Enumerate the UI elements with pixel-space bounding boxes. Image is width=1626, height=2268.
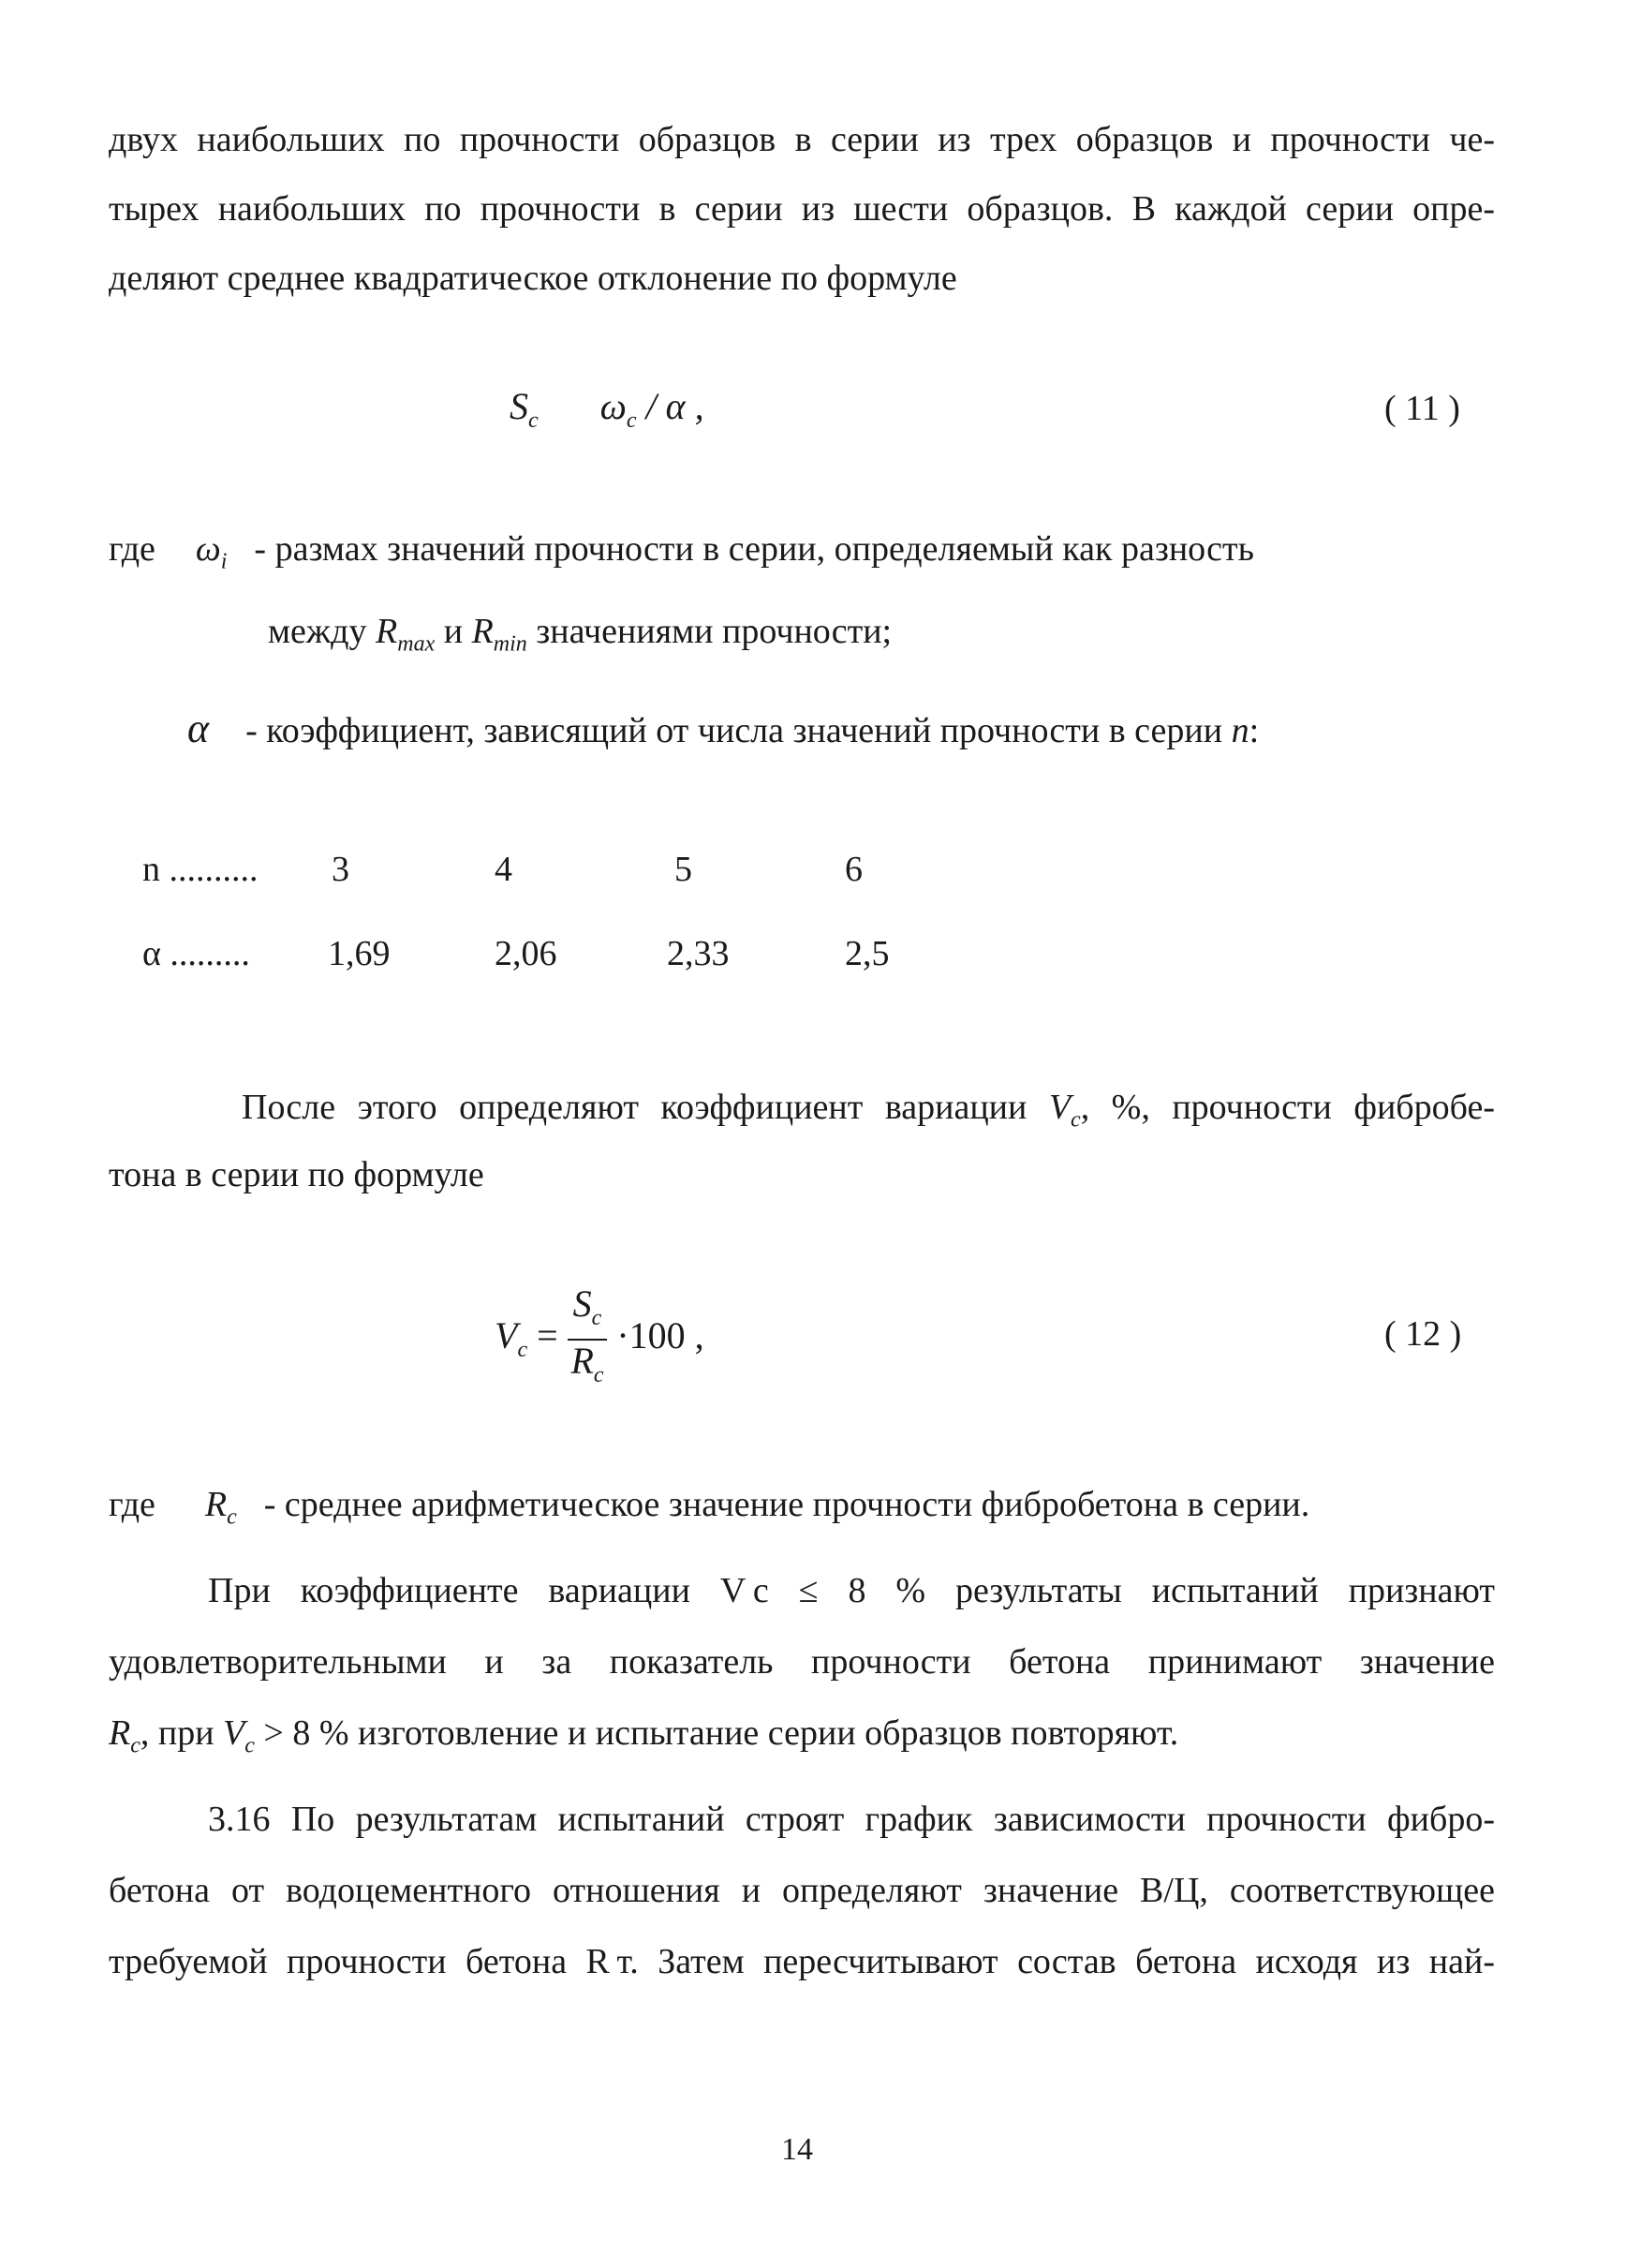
alpha-table-n-label: n .......... [142,850,259,889]
condition-paragraph-line-2: удовлетворительными и за показатель прочности бетона принимают значение [109,1642,1495,1682]
definition-alpha: α - коэффициент, зависящий от числа значений прочности в серии n: [187,705,1260,751]
alpha-table-n-cell: 3 [332,850,349,889]
alpha-table-alpha-cell: 2,33 [667,934,730,973]
definition-rc: где $R_c$ - среднее арифметическое значение прочности фибробетона в серии. [109,1485,1310,1530]
formula-11-number: ( 11 ) [1384,389,1460,428]
page-number: 14 [781,2132,813,2167]
vc-paragraph-line-1: После этого определяют коэффициент вариации $V_c$, %, прочности фибробе- [242,1088,1495,1133]
section-3-16-line-1: 3.16 По результатам испытаний строят график зависимости прочности фибро- [208,1800,1495,1839]
formula-11: $S_c$ $\omega_c$ / α , [510,385,704,433]
intro-line-2: тырех наибольших по прочности в серии из шести образцов. В каждой серии опре- [109,189,1495,229]
alpha-table-n-cell: 4 [495,850,512,889]
condition-paragraph-line-3: $R_c$, при $V_c > 8$ % изготовление и испытание серии образцов повторяют. [109,1713,1179,1758]
intro-line-1: двух наибольших по прочности образцов в серии из трех образцов и прочности че- [109,120,1495,159]
alpha-table-alpha-cell: 2,5 [845,934,890,973]
alpha-table [0,0,1626,1030]
definition-omega-line-2: между $R_{max}$ и $R_{min}$ значениями прочности; [268,612,893,657]
alpha-table-n-cell: 5 [674,850,692,889]
formula-12-fraction: $\frac{S_c}{R_c}$ [568,1283,608,1396]
alpha-table-alpha-label: α ......... [142,934,250,973]
alpha-table-n-cell: 6 [845,850,863,889]
intro-line-3: деляют среднее квадратическое отклонение по формуле [109,259,957,298]
vc-paragraph-line-2: тона в серии по формуле [109,1155,484,1194]
formula-12: $V_c$ = $\frac{S_c}{R_c}$ ·100 , [495,1283,704,1396]
formula-12-number: ( 12 ) [1384,1314,1462,1354]
alpha-table-alpha-cell: 2,06 [495,934,557,973]
section-3-16-line-2: бетона от водоцементного отношения и определяют значение В/Ц, соответствующее [109,1871,1495,1910]
condition-paragraph-line-1: При коэффициенте вариации V c ≤ 8 % результаты испытаний признают [208,1571,1495,1610]
definition-omega: где $\omega_i$ - размах значений прочности в серии, определяемый как разность [109,529,1254,574]
section-3-16-line-3: требуемой прочности бетона R т. Затем пересчитывают состав бетона исходя из най- [109,1942,1495,1981]
alpha-table-alpha-cell: 1,69 [328,934,391,973]
